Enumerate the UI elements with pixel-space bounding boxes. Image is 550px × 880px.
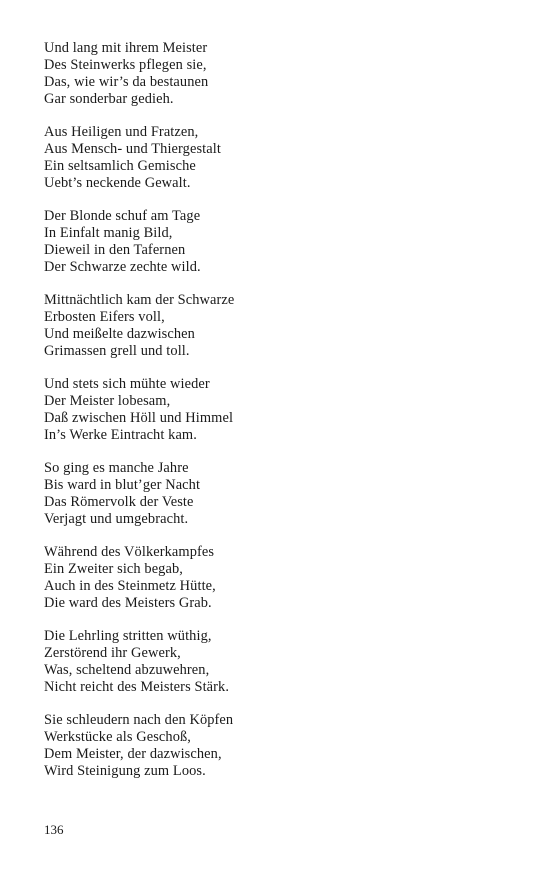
verse-line: Daß zwischen Höll und Himmel (44, 410, 234, 426)
verse-line: Und stets sich mühte wieder (44, 376, 210, 392)
verse-line: Erbosten Eifers voll, (44, 309, 165, 325)
stanza-4 (44, 292, 514, 360)
stanza-8 (44, 628, 514, 696)
verse-line: In’s Werke Eintracht kam. (44, 427, 197, 443)
verse-line: Gar sonderbar gedieh. (44, 91, 174, 107)
verse-line: Die ward des Meisters Grab. (44, 595, 212, 611)
verse-line: Bis ward in blut’ger Nacht (44, 477, 201, 493)
verse-line: Zerstörend ihr Gewerk, (44, 645, 181, 661)
verse-line: Und lang mit ihrem Meister (44, 40, 208, 56)
verse-line: Das, wie wir’s da bestaunen (44, 74, 209, 90)
verse-line: Die Lehrling stritten wüthig, (44, 628, 212, 644)
stanza-9 (44, 712, 514, 780)
verse-line: Grimassen grell und toll. (44, 343, 190, 359)
stanza-5 (44, 376, 514, 444)
verse-line: Sie schleudern nach den Köpfen (44, 712, 234, 728)
stanza-6 (44, 460, 514, 528)
stanza-1 (44, 40, 514, 108)
verse-line: Mittnächtlich kam der Schwarze (44, 292, 235, 308)
poem-text (44, 40, 514, 796)
verse-line: Verjagt und umgebracht. (44, 511, 189, 527)
verse-line: Der Schwarze zechte wild. (44, 259, 201, 275)
verse-line: Wird Steinigung zum Loos. (44, 763, 206, 779)
verse-line: Was, scheltend abzuwehren, (44, 662, 210, 678)
verse-line: Uebt’s neckende Gewalt. (44, 175, 191, 191)
stanza-3 (44, 208, 514, 276)
stanza-7 (44, 544, 514, 612)
page-number: 136 (44, 822, 64, 837)
verse-line: Der Meister lobesam, (44, 393, 171, 409)
verse-line: So ging es manche Jahre (44, 460, 189, 476)
verse-line: Das Römervolk der Veste (44, 494, 194, 510)
verse-line: Ein seltsamlich Gemische (44, 158, 196, 174)
verse-line: Der Blonde schuf am Tage (44, 208, 201, 224)
verse-line: Ein Zweiter sich begab, (44, 561, 183, 577)
stanza-2 (44, 124, 514, 192)
verse-line: Aus Mensch- und Thiergestalt (44, 141, 221, 157)
verse-line: Nicht reicht des Meisters Stärk. (44, 679, 230, 695)
verse-line: Auch in des Steinmetz Hütte, (44, 578, 216, 594)
verse-line: Und meißelte dazwischen (44, 326, 195, 342)
verse-line: Aus Heiligen und Fratzen, (44, 124, 199, 140)
verse-line: Werkstücke als Geschoß, (44, 729, 191, 745)
verse-line: Während des Völkerkampfes (44, 544, 215, 560)
verse-line: Des Steinwerks pflegen sie, (44, 57, 207, 73)
verse-line: In Einfalt manig Bild, (44, 225, 173, 241)
verse-line: Dieweil in den Tafernen (44, 242, 186, 258)
verse-line: Dem Meister, der dazwischen, (44, 746, 222, 762)
